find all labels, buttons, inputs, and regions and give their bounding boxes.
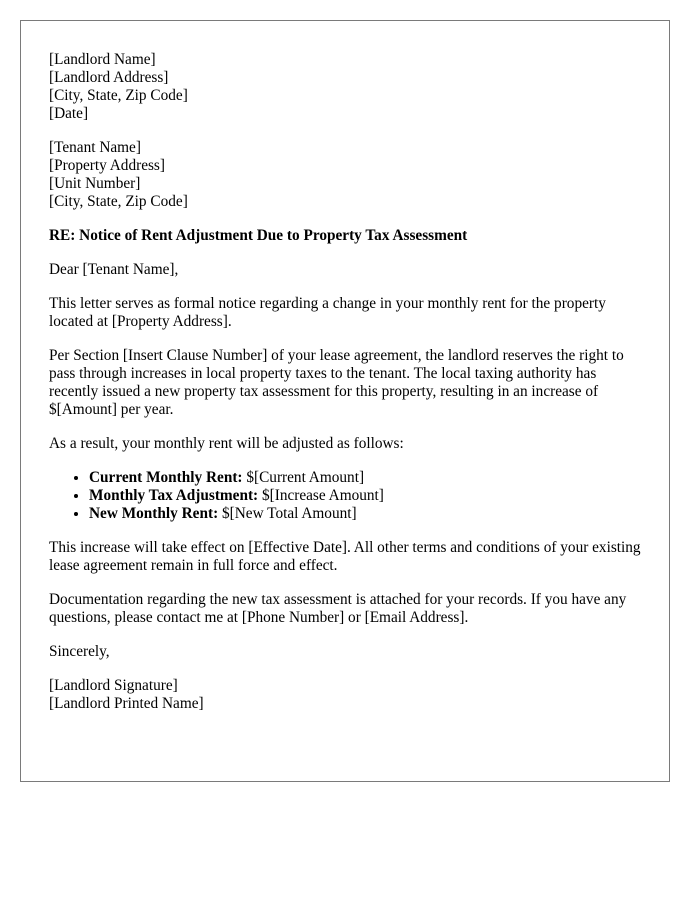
subject-line: RE: Notice of Rent Adjustment Due to Property Tax Assessment [49, 227, 468, 244]
tax-adjustment-label: Monthly Tax Adjustment: [89, 487, 259, 504]
unit-number: [Unit Number] [49, 175, 141, 192]
landlord-city-state-zip: [City, State, Zip Code] [49, 87, 188, 104]
tenant-name: [Tenant Name] [49, 139, 141, 156]
list-item [89, 487, 649, 505]
new-rent-label: New Monthly Rent: [89, 505, 219, 522]
current-rent-value: $[Current Amount] [242, 469, 365, 486]
effective-date-paragraph: This increase will take effect on [Effective Date]. All other terms and conditions of your existing lease agreement remain in full force and effect. [49, 539, 641, 574]
landlord-address: [Landlord Address] [49, 69, 169, 86]
result-paragraph: As a result, your monthly rent will be adjusted as follows: [49, 435, 404, 452]
landlord-name: [Landlord Name] [49, 51, 156, 68]
landlord-address-block [49, 51, 649, 123]
tenant-city-state-zip: [City, State, Zip Code] [49, 193, 188, 210]
tax-adjustment-value: $[Increase Amount] [258, 487, 384, 504]
salutation: Dear [Tenant Name], [49, 261, 179, 278]
landlord-printed-name: [Landlord Printed Name] [49, 695, 204, 712]
property-address: [Property Address] [49, 157, 165, 174]
intro-paragraph: This letter serves as formal notice regarding a change in your monthly rent for the property located at [Property Address]. [49, 295, 606, 330]
clause-paragraph: Per Section [Insert Clause Number] of your lease agreement, the landlord reserves the right to pass through increases in local property taxes to the tenant. The local taxing authority has recently issued a new property tax assessment for this property, resulting in an increase of $[Amount] per year. [49, 347, 624, 418]
current-rent-label: Current Monthly Rent: [89, 469, 243, 486]
list-item [89, 505, 649, 523]
landlord-signature: [Landlord Signature] [49, 677, 178, 694]
letter-date: [Date] [49, 105, 89, 122]
tenant-address-block [49, 139, 649, 211]
letter-page [20, 20, 670, 782]
documentation-paragraph: Documentation regarding the new tax assessment is attached for your records. If you have any questions, please contact me at [Phone Number] or [Email Address]. [49, 591, 627, 626]
list-item [89, 469, 649, 487]
rent-adjustment-list [49, 469, 649, 523]
signature-block [49, 677, 649, 713]
closing: Sincerely, [49, 643, 110, 660]
new-rent-value: $[New Total Amount] [218, 505, 357, 522]
